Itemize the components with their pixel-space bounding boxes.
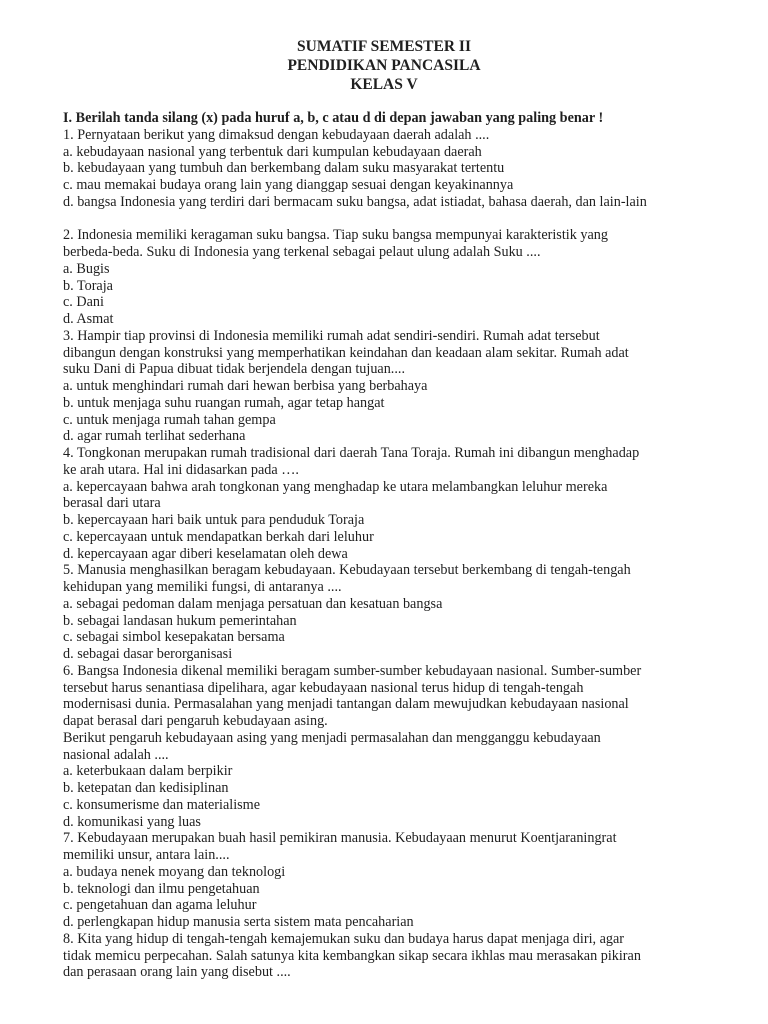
question-text: 2. Indonesia memiliki keragaman suku bangsa. Tiap suku bangsa mempunyai karakteristik yang	[63, 227, 608, 244]
document-subject: PENDIDIKAN PANCASILA	[287, 57, 481, 74]
question-text: suku Dani di Papua dibuat tidak berjendela dengan tujuan....	[63, 361, 405, 378]
option-a: a. kebudayaan nasional yang terbentuk dari kumpulan kebudayaan daerah	[63, 143, 482, 160]
question-text: tersebut harus senantiasa dipelihara, agar kebudayaan nasional terus hidup di tengah-tengah	[63, 679, 584, 696]
option-a: a. budaya nenek moyang dan teknologi	[63, 863, 286, 880]
exam-content	[63, 110, 753, 981]
option-a: a. untuk menghindari rumah dari hewan berbisa yang berbahaya	[63, 378, 428, 394]
question-7	[63, 830, 753, 931]
question-text: tidak memicu perpecahan. Salah satunya kita kembangkan sikap secara ikhlas mau merasakan pikiran	[63, 947, 641, 964]
option-b: b. teknologi dan ilmu pengetahuan	[63, 880, 260, 897]
option-a-continued: berasal dari utara	[63, 495, 161, 512]
question-text: dapat berasal dari pengaruh kebudayaan asing.	[63, 713, 328, 729]
question-text: 1. Pernyataan berikut yang dimaksud dengan kebudayaan daerah adalah ....	[63, 126, 490, 143]
option-a: a. sebagai pedoman dalam menjaga persatuan dan kesatuan bangsa	[63, 595, 443, 612]
option-b: b. Toraja	[63, 277, 113, 294]
question-text: 7. Kebudayaan merupakan buah hasil pemikiran manusia. Kebudayaan menurut Koentjaraningrat	[63, 830, 617, 847]
option-b: b. kepercayaan hari baik untuk para penduduk Toraja	[63, 512, 365, 528]
question-text: modernisasi dunia. Permasalahan yang menjadi tantangan dalam mewujudkan kebudayaan nasional	[63, 696, 629, 713]
option-a: a. Bugis	[63, 260, 110, 277]
option-c: c. Dani	[63, 294, 104, 311]
question-text: nasional adalah ....	[63, 746, 169, 763]
option-d: d. agar rumah terlihat sederhana	[63, 428, 246, 445]
option-d: d. sebagai dasar berorganisasi	[63, 646, 233, 662]
option-a: a. keterbukaan dalam berpikir	[63, 763, 233, 780]
option-c: c. untuk menjaga rumah tahan gempa	[63, 411, 276, 428]
option-c: c. konsumerisme dan materialisme	[63, 796, 260, 813]
option-d: d. perlengkapan hidup manusia serta sistem mata pencaharian	[63, 914, 414, 930]
question-text: 5. Manusia menghasilkan beragam kebudayaan. Kebudayaan tersebut berkembang di tengah-tengah	[63, 562, 631, 579]
question-text: dibangun dengan konstruksi yang memperhatikan keindahan dan keadaan alam sekitar. Rumah adat	[63, 344, 629, 361]
question-4	[63, 445, 753, 562]
question-text: kehidupan yang memiliki fungsi, di antaranya ....	[63, 579, 342, 595]
question-text: 8. Kita yang hidup di tengah-tengah kemajemukan suku dan budaya harus dapat menjaga diri, agar	[63, 930, 625, 947]
option-c: c. kepercayaan untuk mendapatkan berkah dari leluhur	[63, 528, 374, 545]
option-a: a. kepercayaan bahwa arah tongkonan yang menghadap ke utara melambangkan leluhur mereka	[63, 478, 608, 495]
option-b: b. ketepatan dan kedisiplinan	[63, 780, 229, 796]
document-header	[0, 37, 768, 94]
option-c: c. mau memakai budaya orang lain yang dianggap sesuai dengan keyakinannya	[63, 177, 514, 193]
question-1	[63, 127, 753, 211]
question-text: 3. Hampir tiap provinsi di Indonesia memiliki rumah adat sendiri-sendiri. Rumah adat tersebut	[63, 327, 600, 344]
document-title: SUMATIF SEMESTER II	[297, 38, 471, 55]
option-b: b. untuk menjaga suhu ruangan rumah, agar tetap hangat	[63, 394, 385, 411]
question-text: 6. Bangsa Indonesia dikenal memiliki beragam sumber-sumber kebudayaan nasional. Sumber-sumber	[63, 662, 642, 679]
option-d: d. komunikasi yang luas	[63, 813, 201, 830]
question-text: berbeda-beda. Suku di Indonesia yang terkenal sebagai pelaut ulung adalah Suku ....	[63, 244, 541, 260]
option-c: c. sebagai simbol kesepakatan bersama	[63, 629, 285, 646]
question-2	[63, 227, 753, 328]
question-6	[63, 663, 753, 831]
question-text: Berikut pengaruh kebudayaan asing yang menjadi permasalahan dan mengganggu kebudayaan	[63, 729, 601, 746]
option-d: d. bangsa Indonesia yang terdiri dari bermacam suku bangsa, adat istiadat, bahasa daerah, dan lain-lain	[63, 193, 647, 210]
option-b: b. sebagai landasan hukum pemerintahan	[63, 612, 297, 629]
option-b: b. kebudayaan yang tumbuh dan berkembang dalam suku masyarakat tertentu	[63, 160, 505, 177]
question-3	[63, 328, 753, 445]
question-text: 4. Tongkonan merupakan rumah tradisional dari daerah Tana Toraja. Rumah ini dibangun menghadap	[63, 445, 640, 461]
document-class: KELAS V	[350, 76, 418, 93]
option-c: c. pengetahuan dan agama leluhur	[63, 897, 257, 914]
blank-line	[63, 211, 753, 228]
question-5	[63, 562, 753, 663]
question-text: ke arah utara. Hal ini didasarkan pada ….	[63, 461, 299, 478]
option-d: d. Asmat	[63, 311, 114, 327]
question-text: memiliki unsur, antara lain....	[63, 847, 230, 863]
question-text: dan perasaan orang lain yang disebut ....	[63, 964, 291, 981]
question-8	[63, 931, 753, 981]
option-d: d. kepercayaan agar diberi keselamatan oleh dewa	[63, 545, 348, 562]
section-instruction: I. Berilah tanda silang (x) pada huruf a, b, c atau d di depan jawaban yang paling benar !	[63, 110, 604, 126]
